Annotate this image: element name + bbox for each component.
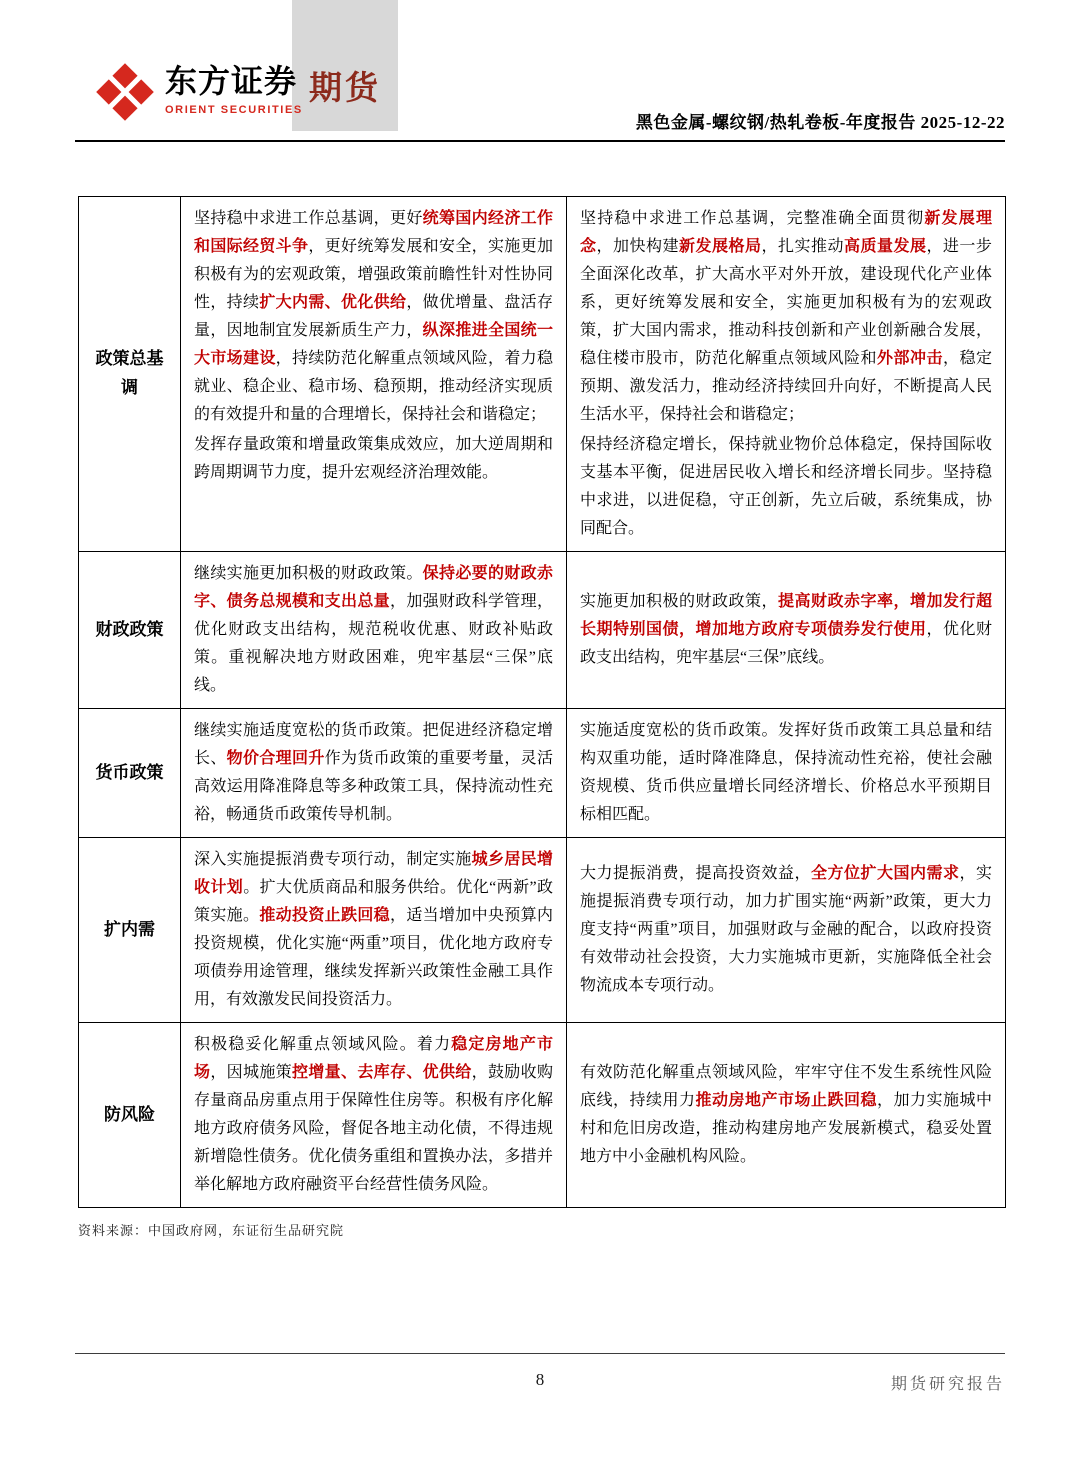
body-text: 积极稳妥化解重点领域风险。着力 — [194, 1036, 452, 1053]
brand-name-block — [165, 62, 303, 116]
body-text: 作为货币政策的重要考量，灵活高效运用降准降息等多种政策工具，保持流动性充裕，畅通货币政策传导机制。 — [194, 750, 553, 823]
emphasis-text: 推动房地产市场止跌回稳 — [695, 1092, 877, 1109]
paragraph — [194, 1031, 553, 1199]
table-row-fiscal-policy — [79, 551, 1005, 708]
page-number: 8 — [535, 1370, 545, 1389]
body-text: ，扎实推动 — [761, 238, 844, 255]
emphasis-text: 新发展格局 — [678, 238, 762, 255]
table-row-policy-tone — [79, 197, 1005, 551]
policy-text-right — [567, 709, 1005, 837]
brand-name-cn: 东方证券 — [165, 63, 298, 99]
emphasis-text: 稳定房地产市场 — [194, 1036, 553, 1081]
emphasis-text: 全方位扩大国内需求 — [810, 865, 960, 882]
emphasis-text: 新发展理念 — [580, 210, 992, 255]
emphasis-text: 高质量发展 — [843, 238, 927, 255]
policy-text-left — [181, 197, 567, 551]
emphasis-text: 推动投资止跌回稳 — [259, 907, 390, 924]
emphasis-text: 扩大内需、优化供给 — [259, 294, 407, 311]
policy-text-right — [567, 552, 1005, 708]
section-label: 期货 — [309, 71, 381, 107]
paragraph — [194, 431, 553, 487]
paragraph — [194, 717, 553, 829]
policy-text-left — [181, 552, 567, 708]
body-text: 发挥存量政策和增量政策集成效应，加大逆周期和跨周期调节力度，提升宏观经济治理效能。 — [194, 436, 553, 481]
body-text: ，适当增加中央预算内投资规模，优化实施“两重”项目，优化地方政府专项债券用途管理，继续发挥新兴政策性金融工具作用，有效激发民间投资活力。 — [194, 907, 553, 1008]
brand-name-en: ORIENT SECURITIES — [165, 104, 303, 117]
brand-logo-block — [95, 62, 303, 122]
body-text: ，优化财政支出结构，兜牢基层“三保”底线。 — [580, 621, 992, 666]
policy-text-left — [181, 1023, 567, 1207]
body-text: 保持经济稳定增长，保持就业物价总体稳定，保持国际收支基本平衡，促进居民收入增长和经济增长同步。坚持稳中求进，以进促稳，守正创新，先立后破，系统集成，协同配合。 — [580, 436, 992, 537]
policy-text-right — [567, 197, 1005, 551]
body-text: ，实施提振消费专项行动，加力扩围实施“两新”政策，更大力度支持“两重”项目，加强财政与金融的配合，以政府投资有效带动社会投资，大力实施城市更新，实施降低全社会物流成本专项行动。 — [580, 865, 992, 994]
source-note: 资料来源：中国政府网，东证衍生品研究院 — [78, 1223, 345, 1238]
body-text: 坚持稳中求进工作总基调，更好 — [194, 210, 423, 227]
table-row-monetary-policy — [79, 708, 1005, 837]
body-text: 继续实施更加积极的财政政策。 — [194, 565, 423, 582]
paragraph — [194, 846, 553, 1014]
body-text: ，更好统筹发展和安全，实施更加积极有为的宏观政策，增强政策前瞻性针对性协同性，持续 — [194, 238, 553, 311]
header-divider — [75, 140, 1005, 142]
body-text: 坚持稳中求进工作总基调，完整准确全面贯彻 — [580, 210, 925, 227]
body-text: ，加快构建 — [596, 238, 679, 255]
row-label: 货币政策 — [79, 709, 181, 837]
body-text: 有效防范化解重点领域风险，牢牢守住不发生系统性风险底线，持续用力 — [580, 1064, 992, 1109]
body-text: ，进一步全面深化改革，扩大高水平对外开放，建设现代化产业体系，更好统筹发展和安全，实施更加积极有为的宏观政策，扩大国内需求，推动科技创新和产业创新融合发展，稳住楼市股市，防范化解重点领域风险和 — [580, 238, 992, 367]
body-text: ，稳定预期、激发活力，推动经济持续回升向好，不断提高人民生活水平，保持社会和谐稳定； — [580, 350, 992, 423]
row-label: 扩内需 — [79, 838, 181, 1022]
paragraph — [580, 860, 992, 1000]
emphasis-text: 保持必要的财政赤字、债务总规模和支出总量 — [194, 565, 553, 610]
emphasis-text: 物价合理回升 — [226, 750, 325, 767]
emphasis-text: 纵深推进全国统一大市场建设 — [194, 322, 553, 367]
row-label: 财政政策 — [79, 552, 181, 708]
policy-text-right — [567, 838, 1005, 1022]
body-text: ，加强财政科学管理，优化财政支出结构，规范税收优惠、财政补贴政策。重视解决地方财政困难，兜牢基层“三保”底线。 — [194, 593, 553, 694]
emphasis-text: 提高财政赤字率，增加发行超长期特别国债，增加地方政府专项债券发行使用 — [580, 593, 992, 638]
policy-text-right — [567, 1023, 1005, 1207]
paragraph — [580, 205, 992, 429]
footer-divider — [75, 1353, 1005, 1354]
policy-text-left — [181, 838, 567, 1022]
paragraph — [580, 1059, 992, 1171]
paragraph — [580, 431, 992, 543]
body-text: ，加力实施城中村和危旧房改造，推动构建房地产发展新模式，稳妥处置地方中小金融机构风险。 — [580, 1092, 992, 1165]
emphasis-text: 城乡居民增收计划 — [194, 851, 553, 896]
section-banner — [292, 0, 398, 131]
row-label: 防风险 — [79, 1023, 181, 1207]
body-text: 大力提振消费，提高投资效益， — [580, 865, 811, 882]
body-text: ，鼓励收购存量商品房重点用于保障性住房等。积极有序化解地方政府债务风险，督促各地主动化债，不得违规新增隐性债务。优化债务重组和置换办法，多措并举化解地方政府融资平台经营性债务风险。 — [194, 1064, 553, 1193]
paragraph — [194, 560, 553, 700]
body-text: ，做优增量、盘活存量，因地制宜发展新质生产力， — [194, 294, 553, 339]
report-title: 黑色金属-螺纹钢/热轧卷板-年度报告 2025-12-22 — [635, 113, 1005, 132]
page-content — [78, 196, 1006, 1239]
body-text: ，持续防范化解重点领域风险，着力稳就业、稳企业、稳市场、稳预期，推动经济实现质的有效提升和量的合理增长，保持社会和谐稳定； — [194, 350, 553, 423]
policy-text-left — [181, 709, 567, 837]
policy-comparison-table — [78, 196, 1006, 1208]
body-text: 实施更加积极的财政政策， — [580, 593, 778, 610]
table-row-risk-prevention — [79, 1022, 1005, 1207]
row-label: 政策总基调 — [79, 197, 181, 551]
orient-securities-diamond-icon — [95, 62, 155, 122]
body-text: 继续实施适度宽松的货币政策。把促进经济稳定增长、 — [194, 722, 553, 767]
table-row-domestic-demand — [79, 837, 1005, 1022]
paragraph — [194, 205, 553, 429]
paragraph — [580, 588, 992, 672]
body-text: ，因城施策 — [210, 1064, 292, 1081]
emphasis-text: 统筹国内经济工作和国际经贸斗争 — [194, 210, 553, 255]
body-text: 实施适度宽松的货币政策。发挥好货币政策工具总量和结构双重功能，适时降准降息，保持流动性充裕，使社会融资规模、货币供应量增长同经济增长、价格总水平预期目标相匹配。 — [580, 722, 992, 823]
emphasis-text: 外部冲击 — [876, 350, 943, 367]
paragraph — [580, 717, 992, 829]
emphasis-text: 控增量、去库存、优供给 — [292, 1064, 472, 1081]
body-text: 。扩大优质商品和服务供给。优化“两新”政策实施。 — [194, 879, 553, 924]
body-text: 深入实施提振消费专项行动，制定实施 — [194, 851, 472, 868]
footer-report-type: 期货研究报告 — [890, 1376, 1005, 1393]
